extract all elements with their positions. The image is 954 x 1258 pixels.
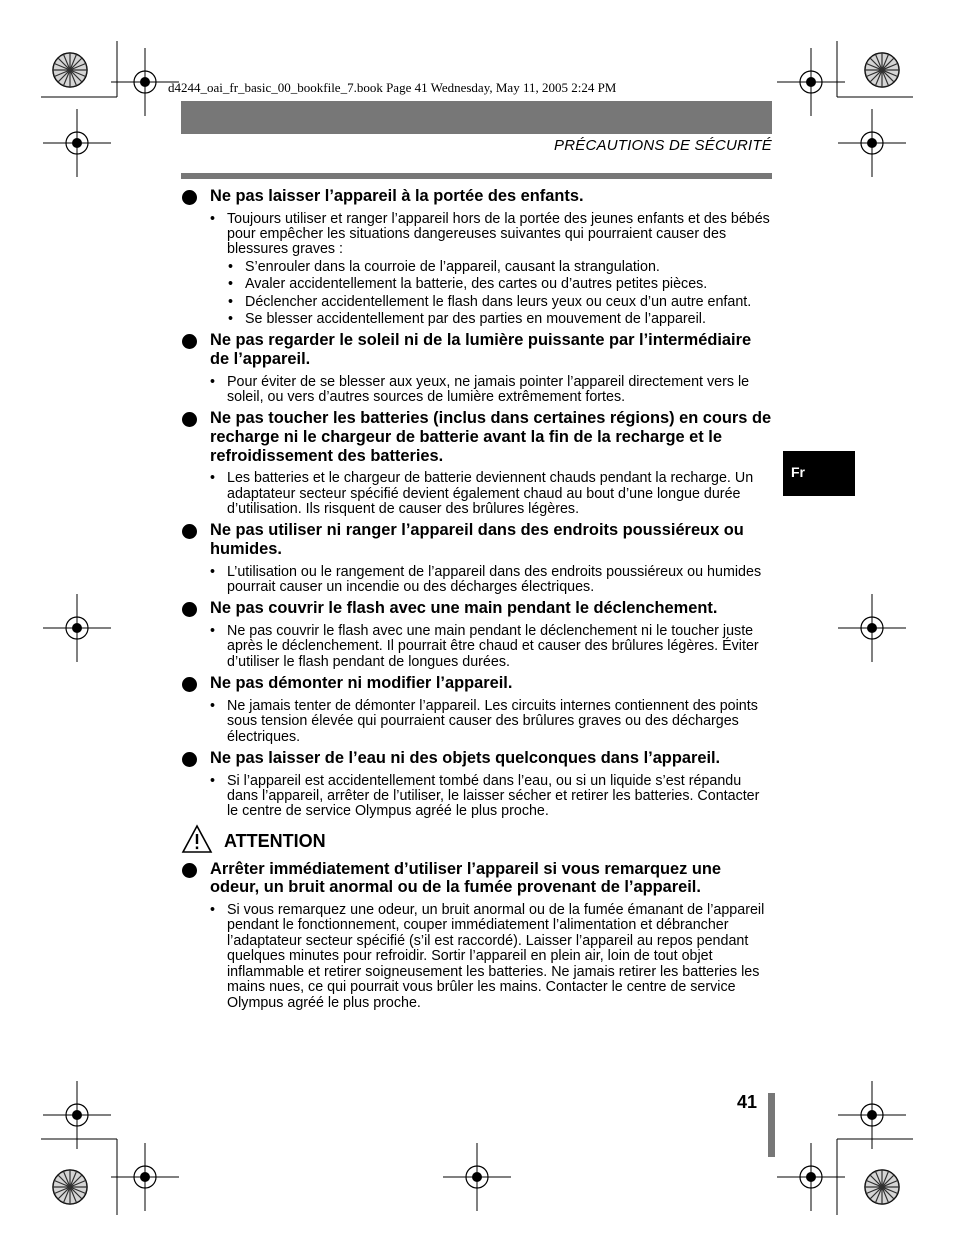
section <box>181 599 773 670</box>
list-item: • Si vous remarquez une odeur, un bruit anormal ou de la fumée émanant de l’appareil pendant le fonctionnement, couper immédiatement l’alimentation et débrancher l’adaptateur secteur spécifié (s’il est raccordé). Laisser l’appareil au repos pendant quelques minutes pour refroidir. Sortir l’appareil en plein air, loin de tout objet inflammable et retirer soigneusement les batteries. Ne jamais retirer les batteries les mains nues, ce qui pourrait vous brûler les mains. Contacter le centre de service Olympus agréé le plus proche. <box>227 903 773 1011</box>
bullet-dot-icon <box>182 602 197 617</box>
running-head: PRÉCAUTIONS DE SÉCURITÉ <box>554 137 772 154</box>
sub-list-item: • Déclencher accidentellement le flash dans leurs yeux ou ceux d’un autre enfant. <box>245 295 773 310</box>
section <box>181 674 773 745</box>
section-heading: Ne pas laisser de l’eau ni des objets quelconques dans l’appareil. <box>181 749 773 768</box>
list-item: • Pour éviter de se blesser aux yeux, ne jamais pointer l’appareil directement vers le soleil, ou vers d’autres sources de lumière extrêmement fortes. <box>227 375 773 406</box>
attention-heading <box>181 830 773 852</box>
section-heading: Ne pas regarder le soleil ni de la lumière puissante par l’intermédiaire de l’appareil. <box>181 331 773 368</box>
section-heading: Ne pas utiliser ni ranger l’appareil dans des endroits poussiéreux ou humides. <box>181 521 773 558</box>
bullet-dot-icon <box>182 863 197 878</box>
section-heading: Arrêter immédiatement d’utiliser l’appareil si vous remarquez une odeur, un bruit anormal ou de la fumée provenant de l’appareil. <box>181 860 773 897</box>
list-item: • Ne jamais tenter de démonter l’appareil. Les circuits internes contiennent des points sous tension élevée qui pourraient causer des brûlures graves ou des décharges électriques. <box>227 699 773 745</box>
warning-triangle-icon <box>181 824 213 854</box>
section <box>181 331 773 405</box>
sub-list-item: • S’enrouler dans la courroie de l’appareil, causant la strangulation. <box>245 260 773 275</box>
section <box>181 749 773 820</box>
header-rule <box>181 173 772 179</box>
section-heading: Ne pas toucher les batteries (inclus dans certaines régions) en cours de recharge ni le chargeur de batterie avant la fin de la recharge et le refroidissement des batteries. <box>181 409 773 465</box>
section <box>181 409 773 517</box>
language-tab: Fr <box>783 451 855 496</box>
bullet-dot-icon <box>182 412 197 427</box>
sub-list-item: • Avaler accidentellement la batterie, des cartes ou d’autres petites pièces. <box>245 277 773 292</box>
bullet-dot-icon <box>182 752 197 767</box>
section <box>181 187 773 327</box>
list-item: • Ne pas couvrir le flash avec une main pendant le déclenchement ni le toucher juste après le déclenchement. Il pourrait être chaud et causer des brûlures légères. Éviter d’utiliser le flash pendant de longues durées. <box>227 624 773 670</box>
header-bar <box>181 101 772 134</box>
bullet-dot-icon <box>182 190 197 205</box>
list-item: • L’utilisation ou le rangement de l’appareil dans des endroits poussiéreux ou humides pourrait causer un incendie ou des décharges électriques. <box>227 565 773 596</box>
section-heading: Ne pas laisser l’appareil à la portée des enfants. <box>181 187 773 206</box>
page-side-bar <box>768 1093 775 1157</box>
bullet-dot-icon <box>182 334 197 349</box>
sub-list-item: • Se blesser accidentellement par des parties en mouvement de l’appareil. <box>245 312 773 327</box>
section-heading: Ne pas démonter ni modifier l’appareil. <box>181 674 773 693</box>
page-content <box>181 187 773 1015</box>
list-item: • Les batteries et le chargeur de batterie deviennent chauds pendant la recharge. Un adaptateur secteur spécifié devient également chaud au bout d’une longue durée d’utilisation. Ils risquent de causer des brûlures légères. <box>227 471 773 517</box>
book-file-line: d4244_oai_fr_basic_00_bookfile_7.book Page 41 Wednesday, May 11, 2005 2:24 PM <box>168 80 617 95</box>
section <box>181 860 773 1011</box>
page-number: 41 <box>737 1092 758 1112</box>
bullet-dot-icon <box>182 677 197 692</box>
section-heading: Ne pas couvrir le flash avec une main pendant le déclenchement. <box>181 599 773 618</box>
list-item: • Si l’appareil est accidentellement tombé dans l’eau, ou si un liquide s’est répandu dans l’appareil, arrêter de l’utiliser, le laisser sécher et retirer les batteries. Contacter le centre de service Olympus agréé le plus proche. <box>227 774 773 820</box>
attention-label: ATTENTION <box>224 830 326 851</box>
list-item: • Toujours utiliser et ranger l’appareil hors de la portée des jeunes enfants et des bébés pour empêcher les situations dangereuses suivantes qui pourraient causer des blessures graves : • S’enrouler dans la courroie de l’appareil, causant la strangulation. • Avaler accidentellement la batterie, des cartes ou d’autres petites pièces. • Déclencher accidentellement le flash dans leurs yeux ou ceux d’un autre enfant. • Se blesser accidentellement par des parties en mouvement de l’appareil. <box>227 212 773 328</box>
section <box>181 521 773 595</box>
bullet-dot-icon <box>182 524 197 539</box>
